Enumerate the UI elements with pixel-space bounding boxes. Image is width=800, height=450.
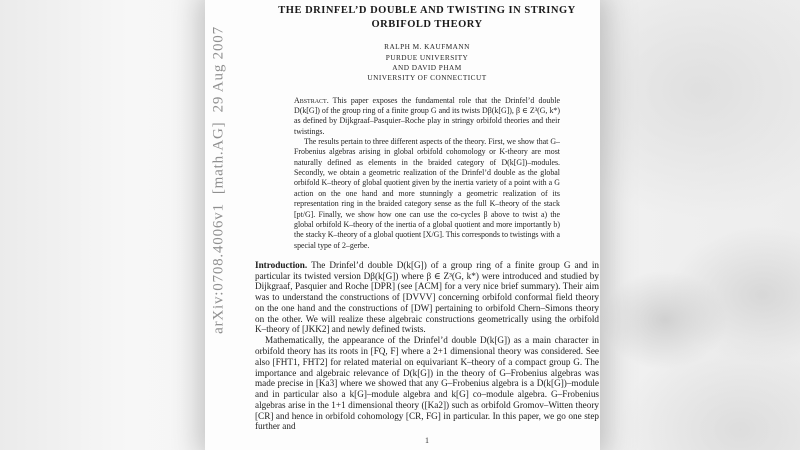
abstract-paragraph-2: The results pertain to three different aspects of the theory. First, we show that G–Frobenius algebras arising in global orbifold cohomology or K-theory are most naturally defined as elements in the braided category of D(k[G])–modules. Secondly, we obtain a geometric realization of the Drinfel’d double as the global orbifold K–theory of global quotient given by the inertia variety of a point with a G action on the one hand and more stunningly a geometric realization of its representation ring in the braided category sense as the full K–theory of the stack [pt/G]. Finally, we show how one can use the co-cycles β above to twist a) the global orbifold K–theory of the inertia of a global quotient and more importantly b) the stacky K–theory of a global quotient [X/G]. This corresponds to twistings with a special type of 2–gerbe. xyxy=(294,137,560,250)
author-affiliation: UNIVERSITY OF CONNECTICUT xyxy=(367,73,487,83)
introduction-paragraph-1 xyxy=(255,260,599,335)
paper-title xyxy=(255,4,599,31)
author-affiliation: PURDUE UNIVERSITY xyxy=(385,52,469,62)
paper-page xyxy=(205,0,600,450)
introduction-heading: Introduction. xyxy=(255,259,308,270)
abstract-section xyxy=(294,96,560,251)
author-block xyxy=(255,42,599,83)
arxiv-watermark: arXiv:0708.4006v1 [math.AG] 29 Aug 2007 xyxy=(210,26,227,334)
page-number: 1 xyxy=(425,436,429,445)
introduction-text-1: The Drinfel’d double D(k[G]) of a group ring of a finite group G and in particular its twisted version Dβ(k[G]) where β ∈ Z³(G, k*) were introduced and studied by Dijkgraaf, Pasquier and Roche [DPR] (see [ACM] for a very nice brief summary). Their aim was to understand the constructions of [DVVV] concerning orbifold conformal field theory on the one hand and the constructions of [DW] pertaining to orbifold Chern–Simons theory on the other. We will realize these algebraic constructions geometrically using the orbifold K–theory of [JKK2] and newly defined twists. xyxy=(255,259,599,335)
abstract-text-1: This paper exposes the fundamental role that the Drinfel’d double D(k[G]) of the group ring of a finite group G and its twists Dβ(k[G]), β ∈ Z³(G, k*) as defined by Dijkgraaf–Pasquier–Roche play in stringy orbifold theories and their twistings. xyxy=(294,95,560,136)
abstract-label: Abstract. xyxy=(294,95,329,105)
author-name: RALPH M. KAUFMANN xyxy=(384,42,470,52)
abstract-paragraph-1 xyxy=(294,96,560,137)
paper-title-line1: THE DRINFEL’D DOUBLE AND TWISTING IN STRINGY xyxy=(278,5,576,16)
introduction-section xyxy=(255,260,599,432)
introduction-paragraph-2: Mathematically, the appearance of the Drinfel’d double D(k[G]) as a main character in orbifold theory has its roots in [FQ, F] where a 2+1 dimensional theory was considered. See also [FHT1, FHT2] for related material on equivariant K–theory of a compact group G. The importance and algebraic relevance of D(k[G]) in the theory of G–Frobenius algebras was made precise in [Ka3] where we showed that any G–Frobenius algebra is a D(k[G])–module and in particular also a k[G]–module algebra and k[G] co–module algebra. G–Frobenius algebras arise in the 1+1 dimensional theory ([Ka2]) such as orbifold Gromov–Witten theory [CR] and hence in orbifold cohomology [CR, FG] in particular. In this paper, we go one step further and xyxy=(255,335,599,432)
author-name: AND DAVID PHAM xyxy=(392,63,462,72)
paper-title-line2: ORBIFOLD THEORY xyxy=(371,18,483,30)
